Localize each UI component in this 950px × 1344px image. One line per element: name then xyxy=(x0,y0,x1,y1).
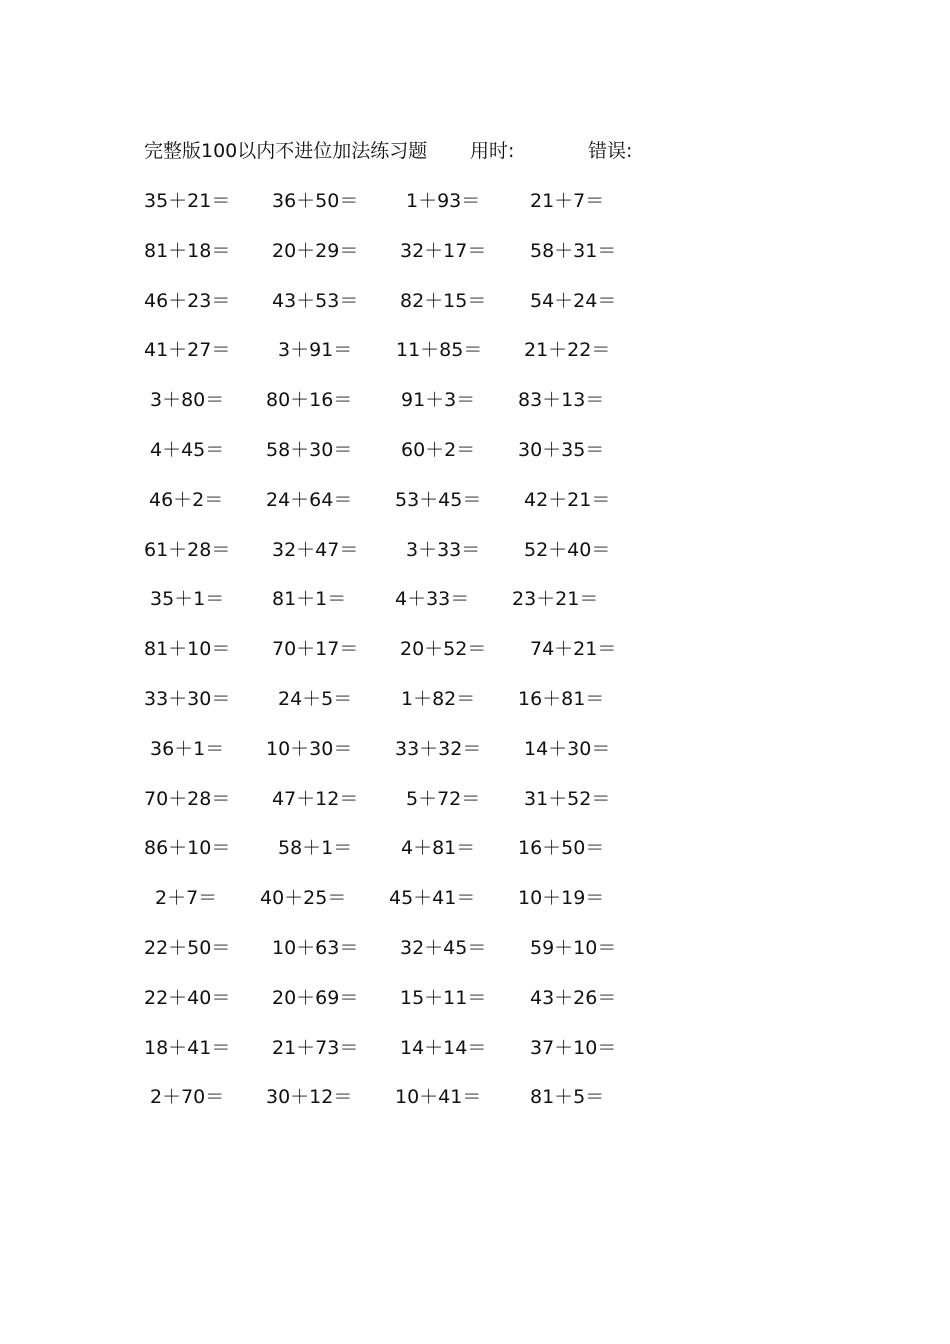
addition-problem: 23＋21＝ xyxy=(512,588,599,611)
problem-row xyxy=(144,584,664,634)
addition-problem: 1＋82＝ xyxy=(401,687,476,710)
problem-row xyxy=(144,933,664,983)
addition-problem: 14＋14＝ xyxy=(400,1036,487,1059)
addition-problem: 4＋45＝ xyxy=(150,438,225,461)
addition-problem: 86＋10＝ xyxy=(144,837,231,860)
addition-problem: 10＋63＝ xyxy=(272,936,359,959)
addition-problem: 81＋5＝ xyxy=(530,1086,605,1109)
addition-problem: 22＋40＝ xyxy=(144,986,231,1009)
addition-problem: 35＋21＝ xyxy=(144,190,231,212)
addition-problem: 83＋13＝ xyxy=(518,389,605,412)
problem-row xyxy=(144,684,664,734)
addition-problem: 46＋23＝ xyxy=(144,289,231,312)
addition-problem: 21＋73＝ xyxy=(272,1036,359,1059)
addition-problem: 47＋12＝ xyxy=(272,787,359,810)
addition-problem: 20＋29＝ xyxy=(272,239,359,262)
addition-problem: 22＋50＝ xyxy=(144,936,231,959)
problem-row xyxy=(144,1033,664,1083)
problem-row xyxy=(144,784,664,834)
addition-problem: 24＋64＝ xyxy=(266,488,353,511)
addition-problem: 32＋47＝ xyxy=(272,538,359,561)
addition-problem: 81＋18＝ xyxy=(144,239,231,262)
problem-row xyxy=(144,435,664,485)
addition-problem: 35＋1＝ xyxy=(150,588,225,611)
addition-problem: 45＋41＝ xyxy=(389,887,476,910)
problem-row xyxy=(144,535,664,585)
addition-problem: 16＋81＝ xyxy=(518,687,605,710)
addition-problem: 10＋30＝ xyxy=(266,737,353,760)
addition-problem: 82＋15＝ xyxy=(400,289,487,312)
problem-row xyxy=(144,335,664,385)
addition-problem: 41＋27＝ xyxy=(144,339,231,362)
problem-grid xyxy=(144,186,664,1132)
addition-problem: 3＋91＝ xyxy=(278,339,353,362)
addition-problem: 21＋22＝ xyxy=(524,339,611,362)
addition-problem: 36＋1＝ xyxy=(150,737,225,760)
addition-problem: 43＋53＝ xyxy=(272,289,359,312)
addition-problem: 16＋50＝ xyxy=(518,837,605,860)
addition-problem: 11＋85＝ xyxy=(396,339,483,362)
addition-problem: 36＋50＝ xyxy=(272,190,359,212)
addition-problem: 81＋10＝ xyxy=(144,638,231,661)
addition-problem: 30＋12＝ xyxy=(266,1086,353,1109)
error-count-label: 错误: xyxy=(588,140,633,162)
addition-problem: 32＋45＝ xyxy=(400,936,487,959)
addition-problem: 3＋80＝ xyxy=(150,389,225,412)
addition-problem: 60＋2＝ xyxy=(401,438,476,461)
problem-row xyxy=(144,186,664,236)
addition-problem: 37＋10＝ xyxy=(530,1036,617,1059)
addition-problem: 5＋72＝ xyxy=(406,787,481,810)
addition-problem: 10＋41＝ xyxy=(395,1086,482,1109)
addition-problem: 74＋21＝ xyxy=(530,638,617,661)
addition-problem: 70＋17＝ xyxy=(272,638,359,661)
problem-row xyxy=(144,883,664,933)
addition-problem: 14＋30＝ xyxy=(524,737,611,760)
addition-problem: 58＋1＝ xyxy=(278,837,353,860)
addition-problem: 15＋11＝ xyxy=(400,986,487,1009)
addition-problem: 4＋81＝ xyxy=(401,837,476,860)
addition-problem: 20＋69＝ xyxy=(272,986,359,1009)
addition-problem: 91＋3＝ xyxy=(401,389,476,412)
problem-row xyxy=(144,286,664,336)
addition-problem: 52＋40＝ xyxy=(524,538,611,561)
addition-problem: 81＋1＝ xyxy=(272,588,347,611)
addition-problem: 46＋2＝ xyxy=(149,488,224,511)
problem-row xyxy=(144,734,664,784)
addition-problem: 30＋35＝ xyxy=(518,438,605,461)
addition-problem: 2＋70＝ xyxy=(150,1086,225,1109)
problem-row xyxy=(144,236,664,286)
problem-row xyxy=(144,385,664,435)
addition-problem: 53＋45＝ xyxy=(395,488,482,511)
addition-problem: 58＋31＝ xyxy=(530,239,617,262)
addition-problem: 80＋16＝ xyxy=(266,389,353,412)
problem-row xyxy=(144,833,664,883)
addition-problem: 54＋24＝ xyxy=(530,289,617,312)
addition-problem: 32＋17＝ xyxy=(400,239,487,262)
problem-row xyxy=(144,983,664,1033)
addition-problem: 10＋19＝ xyxy=(518,887,605,910)
addition-problem: 2＋7＝ xyxy=(155,887,218,910)
addition-problem: 33＋32＝ xyxy=(395,737,482,760)
addition-problem: 20＋52＝ xyxy=(400,638,487,661)
addition-problem: 58＋30＝ xyxy=(266,438,353,461)
addition-problem: 43＋26＝ xyxy=(530,986,617,1009)
problem-row xyxy=(144,1082,664,1132)
worksheet-title: 完整版100以内不进位加法练习题 xyxy=(144,140,428,162)
addition-problem: 40＋25＝ xyxy=(260,887,347,910)
addition-problem: 61＋28＝ xyxy=(144,538,231,561)
addition-problem: 33＋30＝ xyxy=(144,687,231,710)
addition-problem: 42＋21＝ xyxy=(524,488,611,511)
time-used-label: 用时: xyxy=(470,140,515,162)
addition-problem: 18＋41＝ xyxy=(144,1036,231,1059)
addition-problem: 4＋33＝ xyxy=(395,588,470,611)
addition-problem: 59＋10＝ xyxy=(530,936,617,959)
addition-problem: 31＋52＝ xyxy=(524,787,611,810)
addition-problem: 24＋5＝ xyxy=(278,687,353,710)
addition-problem: 3＋33＝ xyxy=(406,538,481,561)
addition-problem: 70＋28＝ xyxy=(144,787,231,810)
addition-problem: 1＋93＝ xyxy=(406,190,481,212)
problem-row xyxy=(144,634,664,684)
problem-row xyxy=(144,485,664,535)
addition-problem: 21＋7＝ xyxy=(530,190,605,212)
